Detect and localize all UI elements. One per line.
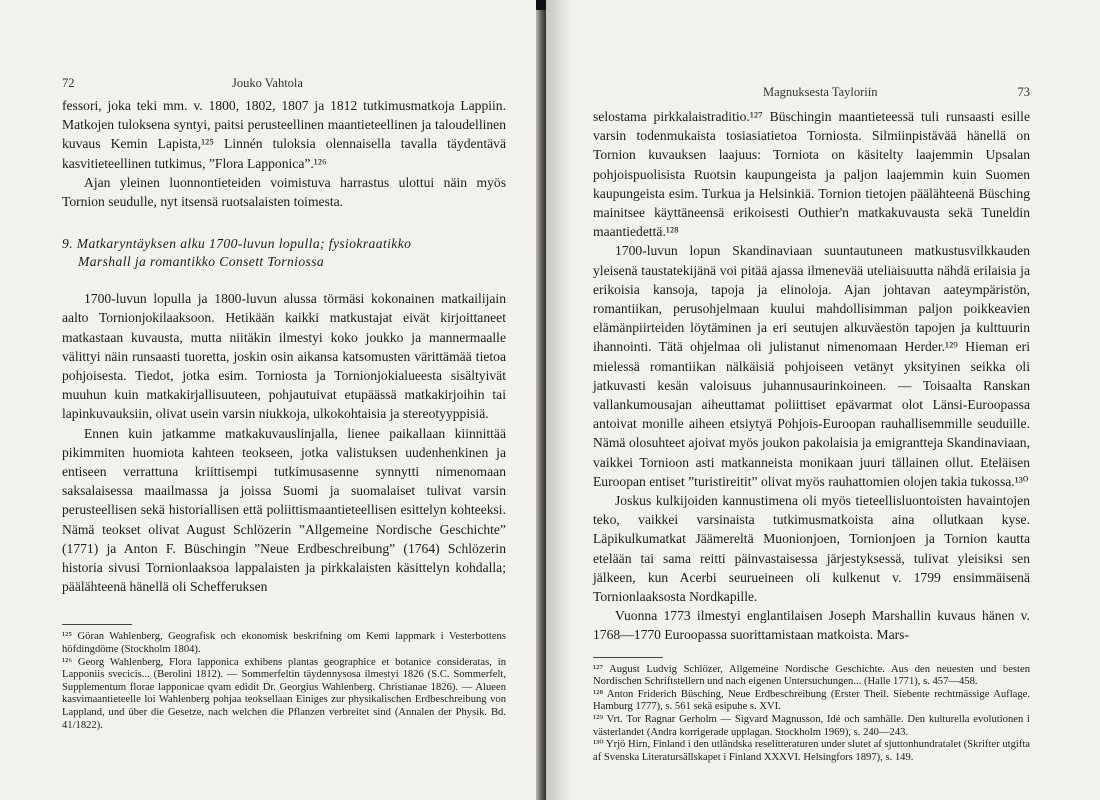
footnote-127: ¹²⁷ August Ludvig Schlözer, Allgemeine Nordische Geschichte. Aus den neuesten und besten Nordischen Schriftstellern und nach eigenen Untersuchungen... (Halle 1771), s. 457—458. xyxy=(593,663,1030,688)
right-page xyxy=(546,0,1100,800)
left-paragraph-1: fessori, joka teki mm. v. 1800, 1802, 1807 ja 1812 tutkimusmatkoja Lappiin. Matkojen tuloksena syntyi, paitsi perusteellinen maantieteellinen ja taloudellinen kuvaus Kemin Lapista,¹²⁵ Linnén tuloksia olennaisella tavalla täydentävä kasvitieteellinen tutkimus, ”Flora Lapponica”.¹²⁶ xyxy=(62,98,506,171)
section-heading-line-2: Marshall ja romantikko Consett Torniossa xyxy=(78,254,325,270)
right-footnote-rule xyxy=(593,657,663,658)
footnote-130: ¹³⁰ Yrjö Hirn, Finland i den utländska reselitteraturen under slutet af sjuttonhundratalet (Skrifter utgifta af Svenska Literatursällskapet i Finland XXXVI. Helsingfors 1897), s. 149. xyxy=(593,739,1030,763)
left-paragraph-2: Ajan yleinen luonnontieteiden voimistuva harrastus ulottui näin myös Tornion seudulle, nyt itsensä ruotsalaisten toimesta. xyxy=(62,174,506,210)
right-paragraph-2: 1700-luvun lopun Skandinaviaan suuntautuneen matkustusvilkkauden yleisenä taustatekijänä voi pitää ajassa ilmenevää uteliaisuutta nähdä erilaisia ja erikoisia kansoja, tapoja ja elinoloja. Ajan johtavan aateympäristön, romantiikan, perusohjelmaan kuului mahdollisimman paljon poikkeavien elämänpiirteiden löytäminen ja eri seutujen alkuväestön tapojen ja kulttuurin ihannointi. Tätä ohjelmaa oli julistanut nimenomaan Herder.¹²⁹ Hieman eri mielessä romantiikan nälkäisiä pohjoiseen vetänyt yksityinen seikka oli jatkuvasti kesän valoisuus juhannusaurinkoineen. — Toisaalta Ranskan vallankumousajan aiheuttamat poliittiset epävarmat olot Länsi-Euroopassa antoivat monille aiheen etsiytyä Pohjois-Euroopan rauhallisemmille seuduille. Nämä olosuhteet ajoivat myös joukon pakolaisia ja emigrantteja Skandinaviaan, vaikkei Tornioon asti matkanneista monikaan juuri tällainen ollut. Eteläisen Euroopan entiset ”turistireitit” olivat myös rauhattomien olojen takia tukossa.¹³⁰ xyxy=(593,243,1030,489)
right-body xyxy=(593,107,1030,645)
left-paragraph-3: 1700-luvun lopulla ja 1800-luvun alussa törmäsi kokonainen matkailijain aalto Tornionjokilaaksoon. Hetikään kaikki matkustajat eivät kirjoittaneet matkastaan kuvausta, mutta niitäkin ilmestyi koko joukko ja mannermaalle välittyi näin runsaasti tuoretta, joskin osin aikansa katsomusten värittämää tietoa pohjoisesta. Tiedot, jotka esim. Torniosta ja Tornionjokialueesta sisältyivät muuhun kuin matkakirjallisuuteen, pohjautuivat etupäässä matkakirjoihin tai lapinkuvauksiin, olivat usein varsin niukkoja, ulkokohtaisia ja stereotyyppisiä. xyxy=(62,291,506,422)
footnote-128: ¹²⁸ Anton Friderich Büsching, Neue Erdbeschreibung (Erster Theil. Siebente rechtmässige Auflage. Hamburg 1777), s. 561 sekä esipuhe s. XVI. xyxy=(593,688,1030,713)
right-page-number: 73 xyxy=(1017,85,1030,99)
left-paragraph-4: Ennen kuin jatkamme matkakuvauslinjalla, lienee paikallaan kiinnittää pikimmiten huomiota kahteen teokseen, jotka valistuksen uudenhenkinen ja entiseen verrattuna kriittisempi tutkimusasenne synnytti nimenomaan saksalaisessa maailmassa ja joissa Suomi ja suomalaiset tulivat varsin perusteellisen sekä historiallisen että poliittismaantieteellisen esittelyn kohteeksi. Nämä teokset olivat August Schlözerin ”Allgemeine Nordische Geschichte” (1771) ja Anton F. Büschingin ”Neue Erdbeschreibung” (1764) Schlözerin historia sivusi Tornionlaaksoa lappalaisten ja pirkkalaisten käsittelyn kohdalla; päälähteenä hänellä oli Schefferuksen xyxy=(62,425,506,595)
right-footnotes xyxy=(593,664,1030,765)
right-paragraph-3: Joskus kulkijoiden kannustimena oli myös tieteellisluontoisten havaintojen teko, vaikkei varsinaista tutkimusmatkoista aina ollutkaan kyse. Läpikulkumatkat Jäämereltä Muonionjoen, Tornionjoen ja Tornion kautta etelään tai sama reitti päinvastaisessa järjestyksessä, tulivat yleisiksi sen jälkeen, kun Acerbi seurueineen oli kulkenut v. 1799 ensimmäisenä Tornionlaaksosta Nordkapille. xyxy=(593,493,1030,605)
right-paragraph-1: selostama pirkkalaistraditio.¹²⁷ Büschingin maantieteessä tuli runsaasti esille varsin todenmukaista tosiasiatietoa Torniosta. Silmiinpistävää hänellä on Tornion kuvauksen laajuus: Torniota on käsitelty laajemmin Upsalan pohjoispuolisista Ruotsin kaupungeista ja paljon laajemmin kuin Suomen kaupungeista esim. Turkua ja Helsinkiä. Tornion tietojen päälähteenä Büsching mainitsee käyttäneensä erikoisesti Outhier'n matkakuvausta sekä Tuneldin maantiedettä.¹²⁸ xyxy=(593,109,1030,240)
footnote-126: ¹²⁶ Georg Wahlenberg, Flora lapponica exhibens plantas geographice et botanice consideratas, in Lapponiis svecicis... (Berolini 1812). — Sommerfeltin täydennysosa ilmestyi 1826 (S.C. Sommerfelt, Supplementum florae lapponicae qvam edidit Dr. Georgius Wahlenberg. Christianae 1826). — Alueen kasvimaantieteelle loi Wahlenberg pohjaa teoksellaan Einiges zur physikalischen Erdbeschreibung von Lappland, und über die Gesetze, nach welchen die Pflanzen verbreitet sind (Annalen der Physik. Bd. 41/1822). xyxy=(62,656,506,731)
left-page xyxy=(0,0,536,800)
left-body xyxy=(62,96,506,596)
right-running-header xyxy=(593,85,1030,105)
section-heading xyxy=(62,235,506,271)
left-running-header xyxy=(62,76,506,96)
left-running-title: Jouko Vahtola xyxy=(232,76,303,90)
left-footnote-rule xyxy=(62,624,132,625)
left-page-number: 72 xyxy=(62,76,75,90)
section-heading-line-1: 9. Matkaryntäyksen alku 1700-luvun lopulla; fysiokraatikko xyxy=(62,236,412,252)
left-footnotes xyxy=(62,631,506,732)
book-gutter xyxy=(536,0,546,800)
footnote-129: ¹²⁹ Vrt. Tor Ragnar Gerholm — Sigvard Magnusson, Idé och samhälle. Den kulturella evolutionen i västerlandet (Andra korrigerade upplagan. Stockholm 1969), s. 240—243. xyxy=(593,714,1030,738)
right-running-title: Magnuksesta Tayloriin xyxy=(763,85,878,99)
right-paragraph-4: Vuonna 1773 ilmestyi englantilaisen Joseph Marshallin kuvaus hänen v. 1768—1770 Euroopassa suorittamistaan matkoista. Mars- xyxy=(593,608,1030,643)
footnote-125: ¹²⁵ Göran Wahlenberg, Geografisk och ekonomisk beskrifning om Kemi lappmark i Vesterbottens höfdingdöme (Stockholm 1804). xyxy=(62,631,506,656)
